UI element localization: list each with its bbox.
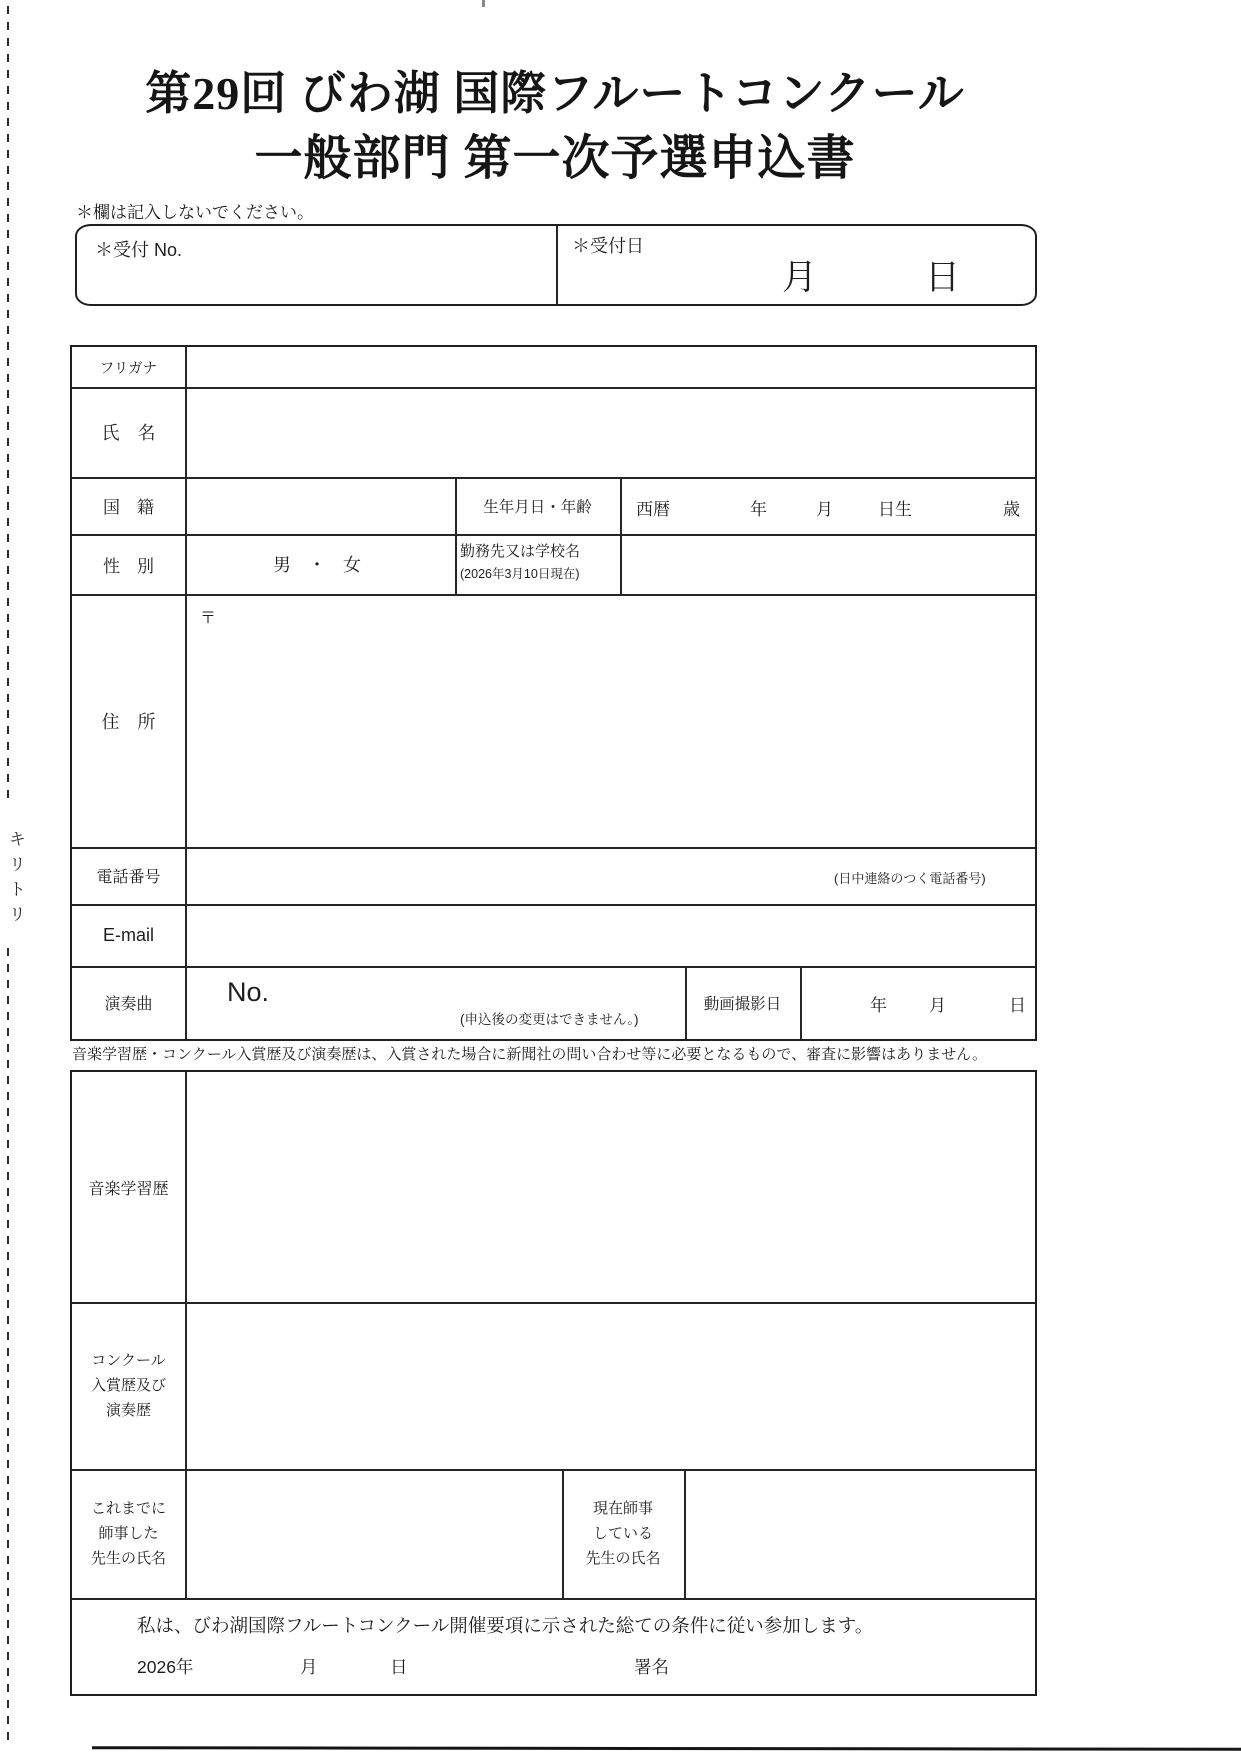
piece-label: 演奏曲 <box>104 996 153 1013</box>
signature-input-area[interactable] <box>687 1642 1017 1686</box>
current-teacher-label <box>562 1469 684 1598</box>
workplace-label: 勤務先又は学校名 <box>460 543 581 560</box>
column-divider <box>684 1469 686 1598</box>
furigana-label: フリガナ <box>99 360 158 377</box>
kiritori-label: キリトリ <box>6 830 25 930</box>
piece-note: (申込後の変更はできません。) <box>460 1012 639 1027</box>
reception-box <box>75 224 1037 306</box>
birth-day-input-area[interactable] <box>844 487 876 525</box>
declaration-day-input-area[interactable] <box>332 1647 382 1681</box>
phone-label: 電話番号 <box>96 869 161 886</box>
applicant-table <box>70 345 1037 1041</box>
row-divider <box>72 1302 1035 1304</box>
declaration-year-label: 2026年 <box>137 1657 194 1677</box>
music-history-input-area[interactable] <box>192 1077 1030 1297</box>
form-instruction: ＊欄は記入しないでください。 <box>76 203 314 222</box>
cut-dashed-line-top <box>7 6 9 806</box>
history-note: 音楽学習歴・コンクール入賞歴及び演奏歴は、入賞された場合に新聞社の問い合わせ等に必要となるもので、審査に影響はありません。 <box>72 1046 988 1063</box>
past-teacher-label-line3: 先生の氏名 <box>90 1550 166 1567</box>
music-history-label: 音楽学習歴 <box>88 1180 169 1198</box>
birth-age-label: 歳 <box>1003 500 1020 519</box>
birthdate-cell <box>620 477 1035 534</box>
postal-code-mark: 〒 <box>200 610 217 627</box>
name-input-area[interactable] <box>192 392 1030 472</box>
current-teacher-input-area[interactable] <box>691 1474 1028 1593</box>
video-date-cell <box>800 966 1035 1039</box>
gender-label: 性 別 <box>103 556 154 576</box>
video-date-label: 動画撮影日 <box>703 995 782 1013</box>
row-divider <box>72 904 1035 906</box>
past-teacher-label-line1: これまでに <box>90 1500 166 1517</box>
competition-label-line2: 入賞歴及び <box>90 1377 166 1394</box>
reception-no-label: ＊受付 No. <box>95 240 183 260</box>
birth-year-input-area[interactable] <box>680 487 740 525</box>
email-input-area[interactable] <box>192 907 1030 962</box>
row-divider <box>72 387 1035 389</box>
birth-day-label: 日生 <box>878 500 912 519</box>
competition-label-line3: 演奏歴 <box>105 1402 151 1419</box>
signature-label: 署名 <box>634 1657 669 1677</box>
declaration-month-input-area[interactable] <box>232 1647 292 1681</box>
reception-no-input-area[interactable] <box>92 258 532 298</box>
cut-dashed-line-bottom <box>7 948 9 1743</box>
nationality-input-area[interactable] <box>192 480 450 530</box>
current-teacher-label-line1: 現在師事 <box>592 1500 653 1517</box>
competition-history-label <box>72 1302 185 1469</box>
workplace-input-area[interactable] <box>627 537 1027 591</box>
form-title-line2: 一般部門 第一次予選申込書 <box>254 132 856 185</box>
past-teacher-input-area[interactable] <box>192 1474 555 1593</box>
address-label: 住 所 <box>101 711 156 732</box>
current-teacher-label-line3: 先生の氏名 <box>585 1550 661 1567</box>
declaration-day-label: 日 <box>390 1657 408 1677</box>
history-table <box>70 1070 1037 1696</box>
workplace-header-cell <box>455 534 620 594</box>
row-divider <box>72 847 1035 849</box>
column-divider <box>556 226 558 304</box>
reception-day-label: 日 <box>925 258 961 297</box>
past-teacher-label-line2: 師事した <box>98 1525 159 1542</box>
reception-month-label: 月 <box>782 258 818 297</box>
reception-date-input-area[interactable] <box>572 256 772 298</box>
label-column-divider <box>185 1072 187 1598</box>
birth-year-label: 年 <box>750 500 767 519</box>
label-column-divider <box>185 347 187 1039</box>
gender-options[interactable]: 男 ・ 女 <box>272 555 367 575</box>
birth-era-label: 西暦 <box>636 500 670 519</box>
video-day-label: 日 <box>1009 996 1026 1015</box>
video-month-input-area[interactable] <box>892 984 926 1022</box>
phone-note: (日中連絡のつく電話番号) <box>834 871 986 886</box>
row-divider <box>72 1598 1035 1600</box>
furigana-input-area[interactable] <box>192 350 1030 384</box>
birth-month-input-area[interactable] <box>780 487 814 525</box>
form-title-line1: 第29回 びわ湖 国際フルートコンクール <box>145 68 965 119</box>
birthdate-header: 生年月日・年齢 <box>483 498 592 516</box>
address-input-area[interactable] <box>192 627 1030 842</box>
declaration-statement: 私は、びわ湖国際フルートコンクール開催要項に示された総ての条件に従い参加します。 <box>137 1615 874 1636</box>
video-day-input-area[interactable] <box>962 984 1006 1022</box>
phone-input-area[interactable] <box>192 850 822 900</box>
scan-artifact-top-tick <box>482 0 485 7</box>
competition-history-input-area[interactable] <box>192 1307 1030 1464</box>
nationality-label: 国 籍 <box>103 498 154 517</box>
reception-date-label: ＊受付日 <box>572 236 644 256</box>
declaration-month-label: 月 <box>300 1657 318 1677</box>
video-month-label: 月 <box>929 996 946 1015</box>
row-divider <box>72 1469 1035 1471</box>
past-teacher-label <box>72 1469 185 1598</box>
row-divider <box>72 594 1035 596</box>
piece-no-label: No. <box>227 977 270 1007</box>
current-teacher-label-line2: している <box>592 1525 653 1542</box>
scan-artifact-bottom-edge <box>92 1746 1241 1751</box>
birth-month-label: 月 <box>816 500 833 519</box>
workplace-note: (2026年3月10日現在) <box>460 567 580 581</box>
birth-age-input-area[interactable] <box>940 487 1000 525</box>
piece-no-input-area[interactable] <box>287 972 682 1004</box>
video-year-input-area[interactable] <box>810 984 866 1022</box>
competition-label-line1: コンクール <box>91 1352 166 1369</box>
email-label: E-mail <box>102 924 154 945</box>
name-label: 氏 名 <box>101 423 156 443</box>
video-year-label: 年 <box>870 996 887 1015</box>
